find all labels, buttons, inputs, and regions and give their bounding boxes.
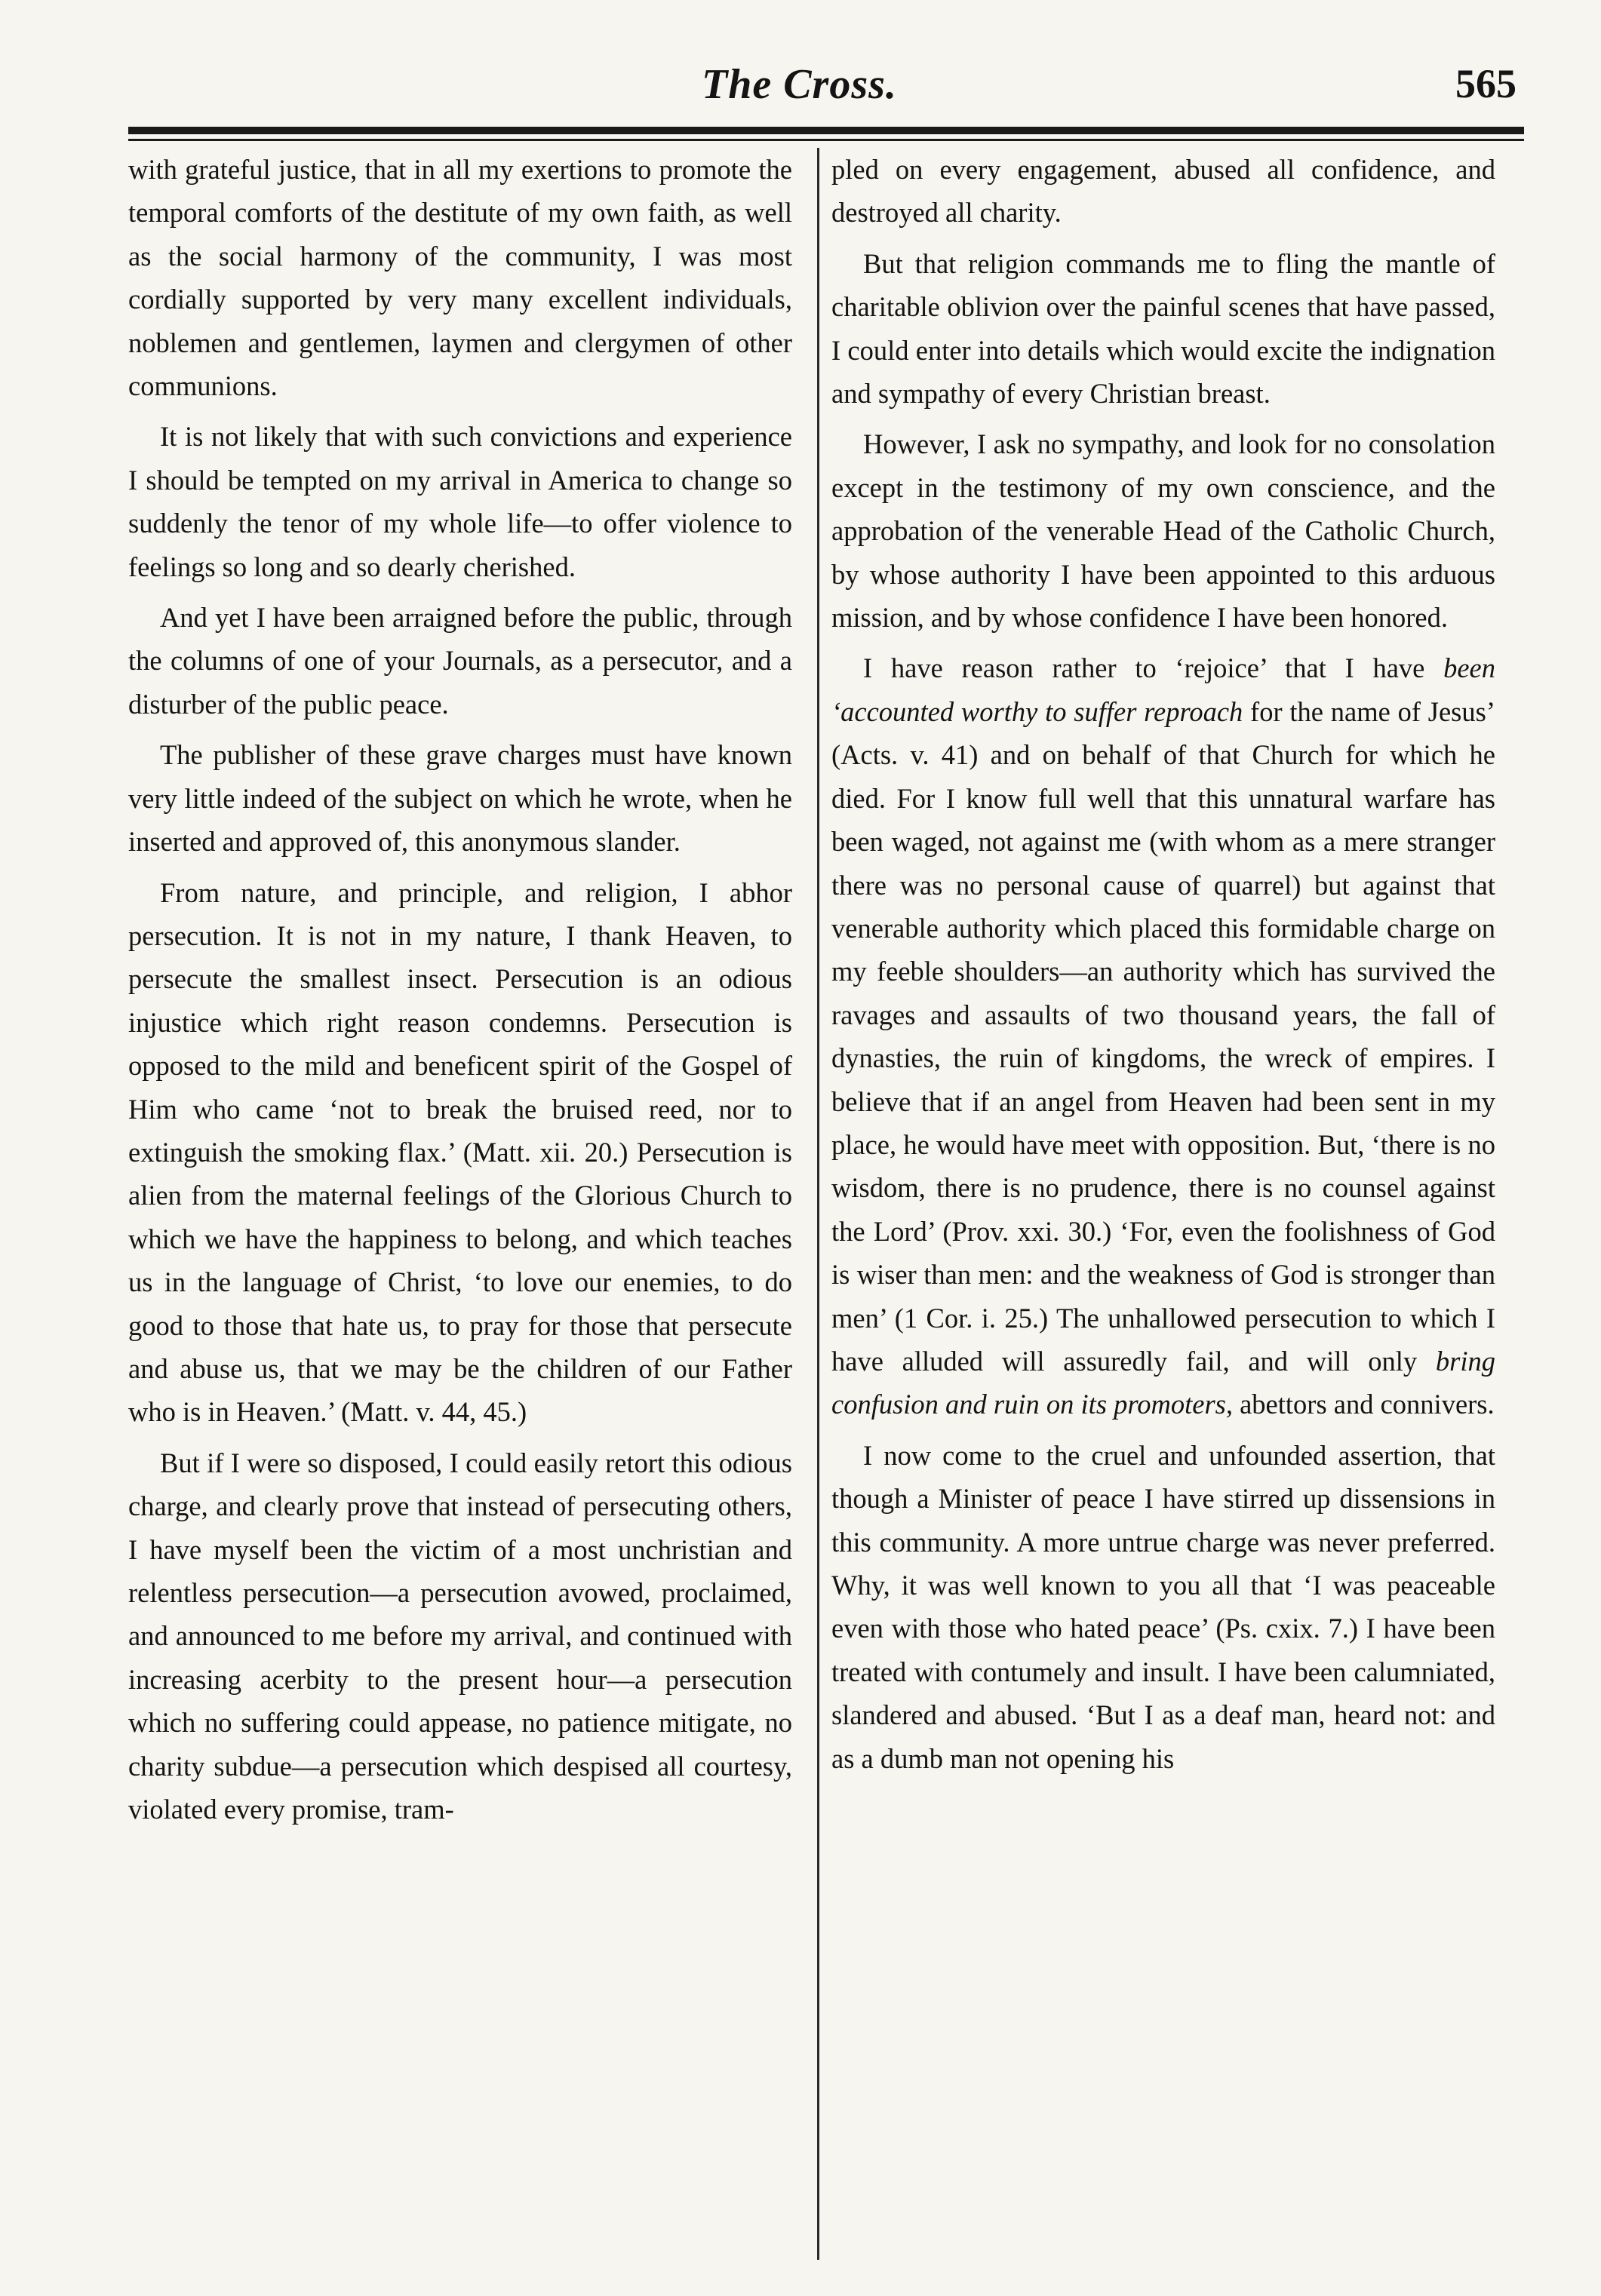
paragraph: with grateful justice, that in all my exertions to promote the temporal comforts of the destitute of my own faith, as well as the social harmony of the community, I was most cordially supported by very many excellent individuals, noblemen and gentlemen, laymen and clergymen of other communions. — [128, 154, 792, 402]
paragraph: However, I ask no sympathy, and look for no consolation except in the testimony of my own conscience, and the approbation of the venerable Head of the Catholic Church, by whose authority I have been appointed to this arduous mission, and by whose confidence I have been honored. — [831, 428, 1495, 634]
page-header — [128, 53, 1524, 128]
paragraph-text: abettors and connivers. — [1232, 1389, 1495, 1420]
paragraph: But that religion commands me to fling the mantle of charitable oblivion over the painful scenes that have passed, I could enter into details which would excite the indignation and sympathy of every Christian breast. — [831, 247, 1495, 410]
paragraph: And yet I have been arraigned before the public, through the columns of one of your Journals, as a persecutor, and a disturber of the public peace. — [128, 602, 792, 720]
page-number: 565 — [1455, 61, 1516, 106]
header-rule-thick — [128, 127, 1524, 134]
right-column — [831, 148, 1495, 1788]
paragraph-text: I have reason rather to ‘rejoice’ that I have — [863, 652, 1444, 684]
paragraph: From nature, and principle, and religion, I abhor persecution. It is not in my nature, I thank Heaven, to persecute the smallest insect. Persecution is an odious injustice which right reason condemns. Persecution is opposed to the mild and beneficent spirit of the Gospel of Him who came ‘not to break the bruised reed, nor to extinguish the smoking flax.’ (Matt. xii. 20.) Persecution is alien from the maternal feelings of the Glorious Church to which we have the happiness to belong, and which teaches us in the language of Christ, ‘to love our enemies, to do good to those that hate us, to pray for those that persecute and abuse us, that we may be the children of our Father who is in Heaven.’ (Matt. v. 44, 45.) — [128, 876, 792, 1428]
header-rule-thin — [128, 139, 1524, 141]
paragraph: It is not likely that with such convictions and experience I should be tempted on my arrival in America to change so suddenly the tenor of my whole life—to offer violence to feelings so long and so dearly cherished. — [128, 421, 792, 582]
left-column — [128, 148, 792, 1838]
paragraph: But if I were so disposed, I could easily retort this odious charge, and clearly prove that instead of persecuting others, I have myself been the victim of a most unchristian and relentless persecution—a persecution avowed, proclaimed, and announced to me before my arrival, and continued with increasing acerbity to the present hour—a persecution which no suffering could appease, no patience mitigate, no charity subdue—a persecution which despised all courtesy, violated every promise, tram- — [128, 1447, 792, 1825]
column-divider — [817, 148, 819, 2260]
running-title: The Cross. — [702, 61, 897, 108]
italic-quotation: bring confusion and ruin on its promoters, — [831, 1345, 1495, 1420]
paragraph: The publisher of these grave charges must have known very little indeed of the subject on which he wrote, when he inserted and approved of, this anonymous slander. — [128, 739, 792, 858]
paragraph: pled on every engagement, abused all confidence, and destroyed all charity. — [831, 154, 1495, 229]
paragraph — [831, 646, 1495, 1426]
paragraph-text: for the name of Jesus’ (Acts. v. 41) and on behalf of that Church for which he died. For I know full well that this unnatural warfare has been waged, not against me (with whom as a mere stranger there was no personal cause of quarrel) but against that venerable authority which placed this formidable charge on my feeble shoulders—an authority which has survived the ravages and assaults of two thousand years, the fall of dynasties, the ruin of kingdoms, the wreck of empires. I believe that if an angel from Heaven had been sent in my place, he would have meet with opposition. But, ‘there is no wisdom, there is no prudence, there is no counsel against the Lord’ (Prov. xxi. 30.) ‘For, even the foolishness of God is wiser than men: and the weakness of God is stronger than men’ (1 Cor. i. 25.) The unhallowed persecution to which I have alluded will assuredly fail, and will only — [831, 695, 1495, 1377]
italic-quotation: been ‘accounted worthy to suffer reproach — [831, 652, 1495, 727]
paragraph: I now come to the cruel and unfounded assertion, that though a Minister of peace I have stirred up dissensions in this community. A more untrue charge was never preferred. Why, it was well known to you all that ‘I was peaceable even with those who hated peace’ (Ps. cxix. 7.) I have been treated with contumely and insult. I have been calumniated, slandered and abused. ‘But I as a deaf man, heard not: and as a dumb man not opening his — [831, 1439, 1495, 1774]
